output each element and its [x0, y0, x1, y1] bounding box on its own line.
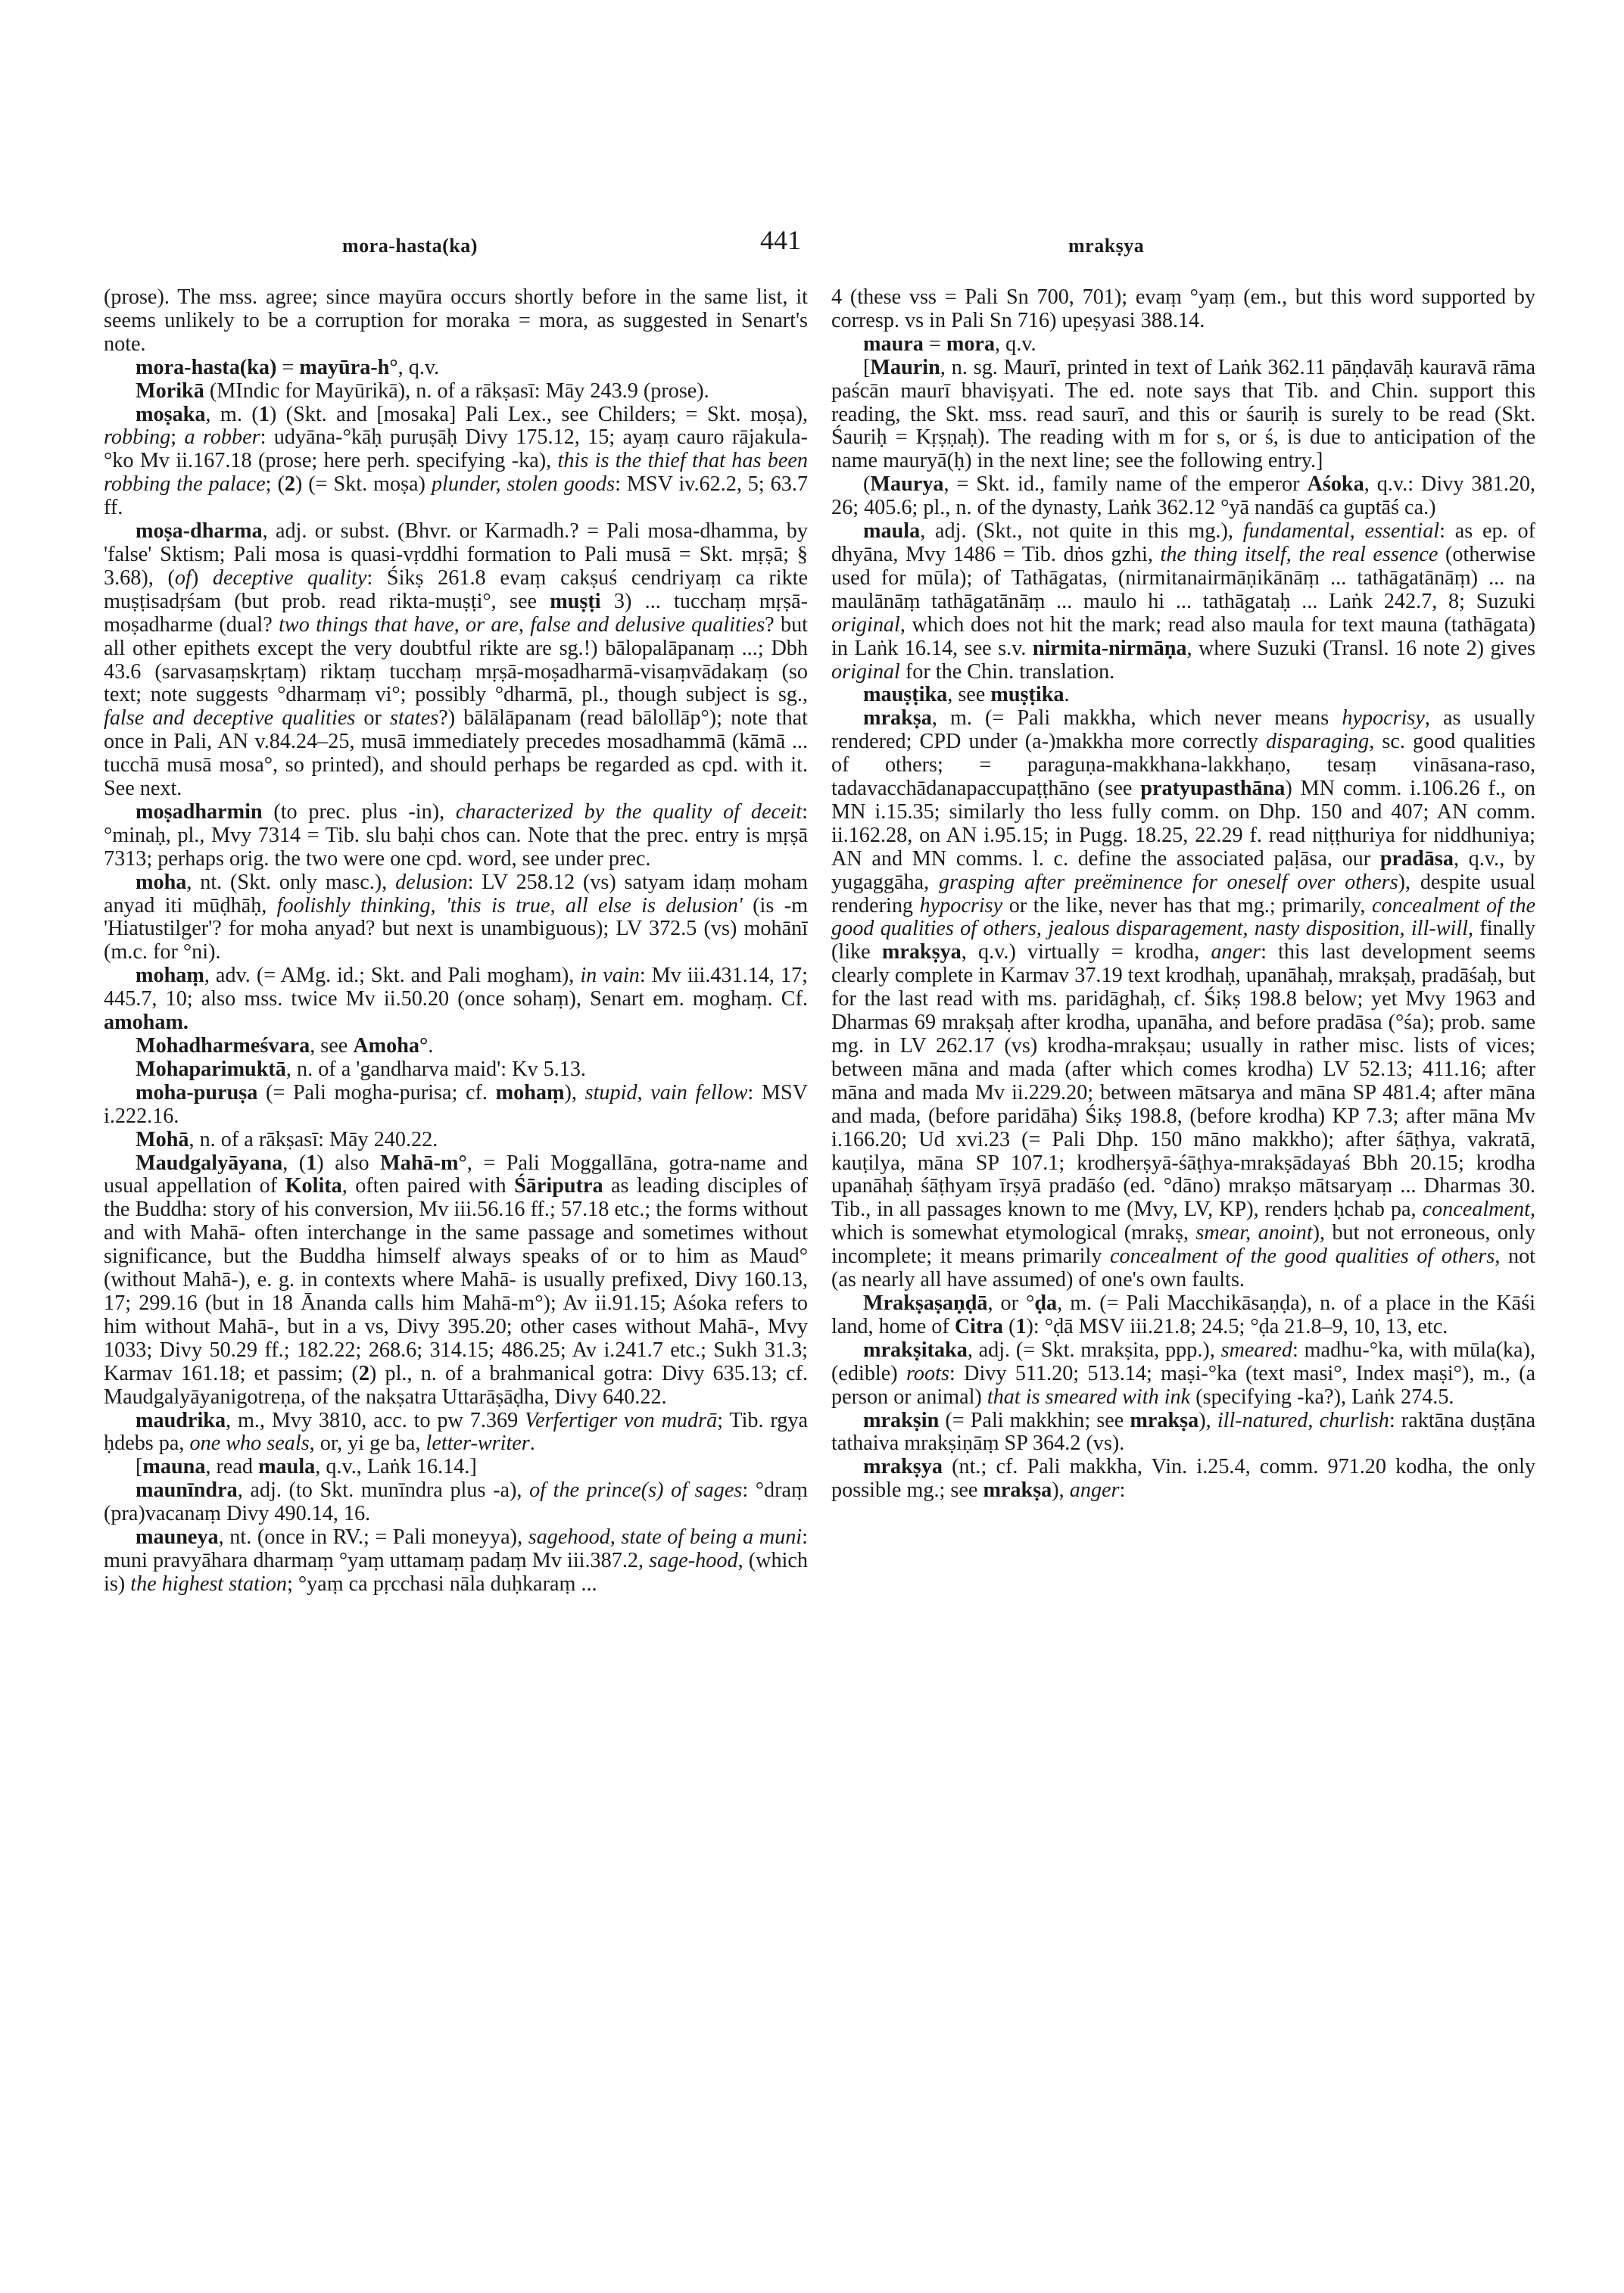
entry-moha-purusa: moha-puruṣa (= Pali mogha-purisa; cf. mohaṃ), stupid, vain fellow: MSV i.222.16.	[104, 1080, 808, 1128]
entry-maura: maura = mora, q.v.	[863, 332, 1036, 356]
entry-maudgalyayana: Maudgalyāyana, (1) also Mahā-m°, = Pali Moggallāna, gotra-name and usual appellation of Kolita, often paired with Śāriputra as leading disciples of the Buddha: story of his conversion, Mv iii.56.16 ff.; 57.18 etc.; the forms without and with Mahā- often interchange in the same passage and sometimes without significance, but the Buddha himself always speaks of or to him as Maud° (without Mahā-), e. g. in contexts where Mahā- is usually prefixed, Divy 160.13, 17; 299.16 (but in 18 Ānanda calls him Mahā-m°); Av ii.91.15; Aśoka refers to him without Mahā-, but in a vs, Divy 395.20; other cases without Mahā-, Mvy 1033; Divy 50.29 ff.; 182.22; 268.6; 314.15; 486.25; Av i.241.7 etc.; Sukh 31.3; Karmav 161.18; et passim; (2) pl., n. of a brahmanical gotra: Divy 635.13; cf. Maudgalyāyanigotreṇa, of the nakṣatra Uttarāṣāḍha, Divy 640.22.	[104, 1151, 808, 1409]
prose-continuation: (prose). The mss. agree; since mayūra occurs shortly before in the same list, it seems unlikely to be a corruption for moraka = mora, as suggested in Senart's note.	[104, 286, 808, 356]
entry-mauna: [mauna, read maula, q.v., Laṅk 16.14.]	[136, 1455, 477, 1479]
right-running-headword: mrakṣya	[1068, 235, 1145, 257]
entry-mosa-dharma: moṣa-dharma, adj. or subst. (Bhvr. or Karmadh.? = Pali mosa-dhamma, by 'false' Sktism; Pali mosa is quasi-vṛddhi formation to Pali musā = Skt. mṛṣā; § 3.68), (of) deceptive quality: Śikṣ 261.8 evaṃ cakṣuś cendriyaṃ ca rikte muṣṭisadṛśam (but prob. read rikta-muṣṭi°, see muṣṭi 3) ... tucchaṃ mṛṣā-moṣadharme (dual? two things that have, or are, false and delusive qualities? but all other epithets except the very doubtful rikte are sg.!) bālopalāpanaṃ ...; Dbh 43.6 (sarvasaṃskṛtaṃ) riktaṃ tucchaṃ mṛṣā-moṣadharmā-visaṃvādakaṃ (so text; note suggests °dharmaṃ vi°; possibly °dharmā, pl., though subject is sg., false and deceptive qualities or states?) bālālāpanam (read bālollāp°); note that once in Pali, AN v.84.24–25, musā immediately precedes mosadhammā (kāmā ... tucchā musā mosa°, so printed), and should perhaps be regarded as cpd. with it. See next.	[104, 519, 808, 801]
entry-maustika: mauṣṭika, see muṣṭika.	[863, 683, 1070, 707]
entry-maurya: (Maurya, = Skt. id., family name of the emperor Aśoka, q.v.: Divy 381.20, 26; 405.6; pl., n. of the dynasty, Laṅk 362.12 °yā nandāś ca guptāś ca.)	[831, 472, 1535, 520]
entry-mohadharmesvara: Mohadharmeśvara, see Amoha°.	[136, 1034, 434, 1058]
left-column	[104, 286, 808, 2239]
entry-moha: moha, nt. (Skt. only masc.), delusion: LV 258.12 (vs) satyam idaṃ moham anyad iti mūḍhāḥ, foolishly thinking, 'this is true, all else is delusion' (is -m 'Hiatustilger'? for moha anyad? but next is unambiguous); LV 372.5 (vs) mohānī (m.c. for °ni).	[104, 870, 808, 964]
entry-mraksasanda: Mrakṣaṣaṇḍā, or °ḍa, m. (= Pali Macchikāsaṇḍa), n. of a place in the Kāśi land, home of Citra (1): °ḍā MSV iii.21.8; 24.5; °ḍa 21.8–9, 10, 13, etc.	[831, 1291, 1535, 1338]
page-number: 441	[760, 225, 801, 255]
entry-mraksya: mrakṣya (nt.; cf. Pali makkha, Vin. i.25.4, comm. 971.20 kodha, the only possible mg.; see mrakṣa), anger:	[831, 1455, 1535, 1503]
entry-mosaka: moṣaka, m. (1) (Skt. and [mosaka] Pali Lex., see Childers; = Skt. moṣa), robbing; a robber: udyāna-°kāḥ puruṣāḥ Divy 175.12, 15; ayaṃ cauro rājakula-°ko Mv ii.167.18 (prose; here perh. specifying -ka), this is the thief that has been robbing the palace; (2) (= Skt. moṣa) plunder, stolen goods: MSV iv.62.2, 5; 63.7 ff.	[104, 402, 808, 520]
entry-mraksitaka: mrakṣitaka, adj. (= Skt. mrakṣita, ppp.), smeared: madhu-°ka, with mūla(ka), (edible) roots: Divy 511.20; 513.14; maṣi-°ka (text masi°, Index maṣi°), m., (a person or animal) that is smeared with ink (specifying -ka?), Laṅk 274.5.	[831, 1338, 1535, 1409]
entry-mora-hasta: mora-hasta(ka) = mayūra-h°, q.v.	[136, 355, 440, 379]
entry-mosadharmin: moṣadharmin (to prec. plus -in), characterized by the quality of deceit: °minaḥ, pl., Mvy 7314 = Tib. slu baḥi chos can. Note that the prec. entry is mṛṣā 7313; perhaps orig. the two were one cpd. word, see under prec.	[104, 799, 808, 871]
right-column	[831, 286, 1535, 2239]
prose-continuation: 4 (these vss = Pali Sn 700, 701); evaṃ °yaṃ (em., but this word supported by corresp. vs in Pali Sn 716) upeṣyasi 388.14.	[831, 286, 1535, 332]
entry-maurin: [Maurin, n. sg. Maurī, printed in text of Laṅk 362.11 pāṇḍavāḥ kauravā rāma paścān maurī bhaviṣyati. The ed. note says that Tib. and Chin. support this reading, the Skt. mss. read saurī, and this or śauriḥ is surely to be read (Skt. Śauriḥ = Kṛṣṇaḥ). The reading with m for s, or ś, is due to anticipation of the name mauryā(ḥ) in the next line; see the following entry.]	[831, 355, 1535, 473]
entry-morika: Morikā (MIndic for Mayūrikā), n. of a rākṣasī: Māy 243.9 (prose).	[136, 379, 709, 403]
entry-maudrika: maudrika, m., Mvy 3810, acc. to pw 7.369 Verfertiger von mudrā; Tib. rgya ḥdebs pa, one who seals, or, yi ge ba, letter-writer.	[104, 1408, 808, 1456]
entry-maunindra: maunīndra, adj. (to Skt. munīndra plus -a), of the prince(s) of sages: °draṃ (pra)vacanaṃ Divy 490.14, 16.	[104, 1478, 808, 1526]
page-header	[0, 224, 1624, 262]
entry-mauneya: mauneya, nt. (once in RV.; = Pali moneyya), sagehood, state of being a muni: muni pravyāhara dharmaṃ °yaṃ uttamaṃ padaṃ Mv iii.387.2, sage-hood, (which is) the highest station; °yaṃ ca pṛcchasi nāla duḥkaraṃ ...	[104, 1525, 808, 1596]
entry-maula: maula, adj. (Skt., not quite in this mg.), fundamental, essential: as ep. of dhyāna, Mvy 1486 = Tib. dṅos gzhi, the thing itself, the real essence (otherwise used for mūla); of Tathāgatas, (nirmitanairmāṇikānāṃ ... tathāgatānāṃ) ... na maulānāṃ tathāgatānāṃ ... maulo hi ... tathāgataḥ ... Laṅk 242.7, 8; Suzuki original, which does not hit the mark; read also maula for text mauna (tathāgata) in Laṅk 16.14, see s.v. nirmita-nirmāṇa, where Suzuki (Transl. 16 note 2) gives original for the Chin. translation.	[831, 519, 1535, 684]
entry-mraksin: mrakṣin (= Pali makkhin; see mrakṣa), ill-natured, churlish: raktāna duṣṭāna tathaiva mrakṣiṇāṃ SP 364.2 (vs).	[831, 1408, 1535, 1456]
entry-mohaparimukta: Mohaparimuktā, n. of a 'gandharva maid': Kv 5.13.	[136, 1057, 586, 1081]
entry-moha-fem: Mohā, n. of a rākṣasī: Māy 240.22.	[136, 1127, 438, 1151]
entry-moham: mohaṃ, adv. (= AMg. id.; Skt. and Pali mogham), in vain: Mv iii.431.14, 17; 445.7, 10; also mss. twice Mv ii.50.20 (once sohaṃ), Senart em. moghaṃ. Cf. amoham.	[104, 964, 808, 1035]
left-running-headword: mora-hasta(ka)	[342, 235, 478, 257]
entry-mraksa: mrakṣa, m. (= Pali makkha, which never means hypocrisy, as usually rendered; CPD under (a-)makkha more correctly disparaging, sc. good qualities of others; = paraguṇa-makkhana-lakkhaṇo, tesaṃ vināsana-raso, tadavacchādanapaccupaṭṭhāno (see pratyupasthāna) MN comm. i.106.26 f., on MN i.15.35; similarly tho less fully comm. on Dhp. 150 and 407; AN comm. ii.162.28, on AN i.95.15; in Pugg. 18.25, 22.29 f. read niṭṭhuriya for niddhuniya; AN and MN comms. l. c. define the associated paḷāsa, our pradāsa, q.v., by yugaggāha, grasping after preëminence for oneself over others), despite usual rendering hypocrisy or the like, never has that mg.; primarily, concealment of the good qualities of others, jealous disparagement, nasty disposition, ill-will, finally (like mrakṣya, q.v.) virtually = krodha, anger: this last development seems clearly complete in Karmav 37.19 text krodhaḥ, upanāhaḥ, mrakṣaḥ, pradāśaḥ, but for the last read with ms. paridāghaḥ, cf. Śikṣ 198.8 below; yet Mvy 1963 and Dharmas 69 mrakṣaḥ after krodha, upanāha, and before pradāsa (°śa); prob. same mg. in LV 262.17 (vs) krodha-mrakṣau; usually in rather misc. lists of vices; between māna and mada (after which comes krodha) LV 52.13; 411.16; after māna and mada Mv ii.229.20; between mātsarya and māna SP 481.4; after māna and mada, (before paridāha) Śikṣ 198.8, (before krodha) KP 7.3; after māna Mv i.166.20; Ud xvi.23 (= Pali Dhp. 150 māno makkho); after śāṭhya, vakratā, kauṭilya, māna SP 107.1; krodherṣyā-śāṭhya-mrakṣādayaś Bbh 20.15; krodha upanāhaḥ śāṭhyam īrṣyā pradāśo (ed. °dāno) mrakṣo mātsaryaṃ ... Dharmas 30. Tib., in all passages known to me (Mvy, LV, KP), renders ḥchab pa, concealment, which is somewhat etymological (mrakṣ, smear, anoint), but not erroneous, only incomplete; it means primarily concealment of the good qualities of others, not (as nearly all have assumed) of one's own faults.	[831, 706, 1535, 1292]
